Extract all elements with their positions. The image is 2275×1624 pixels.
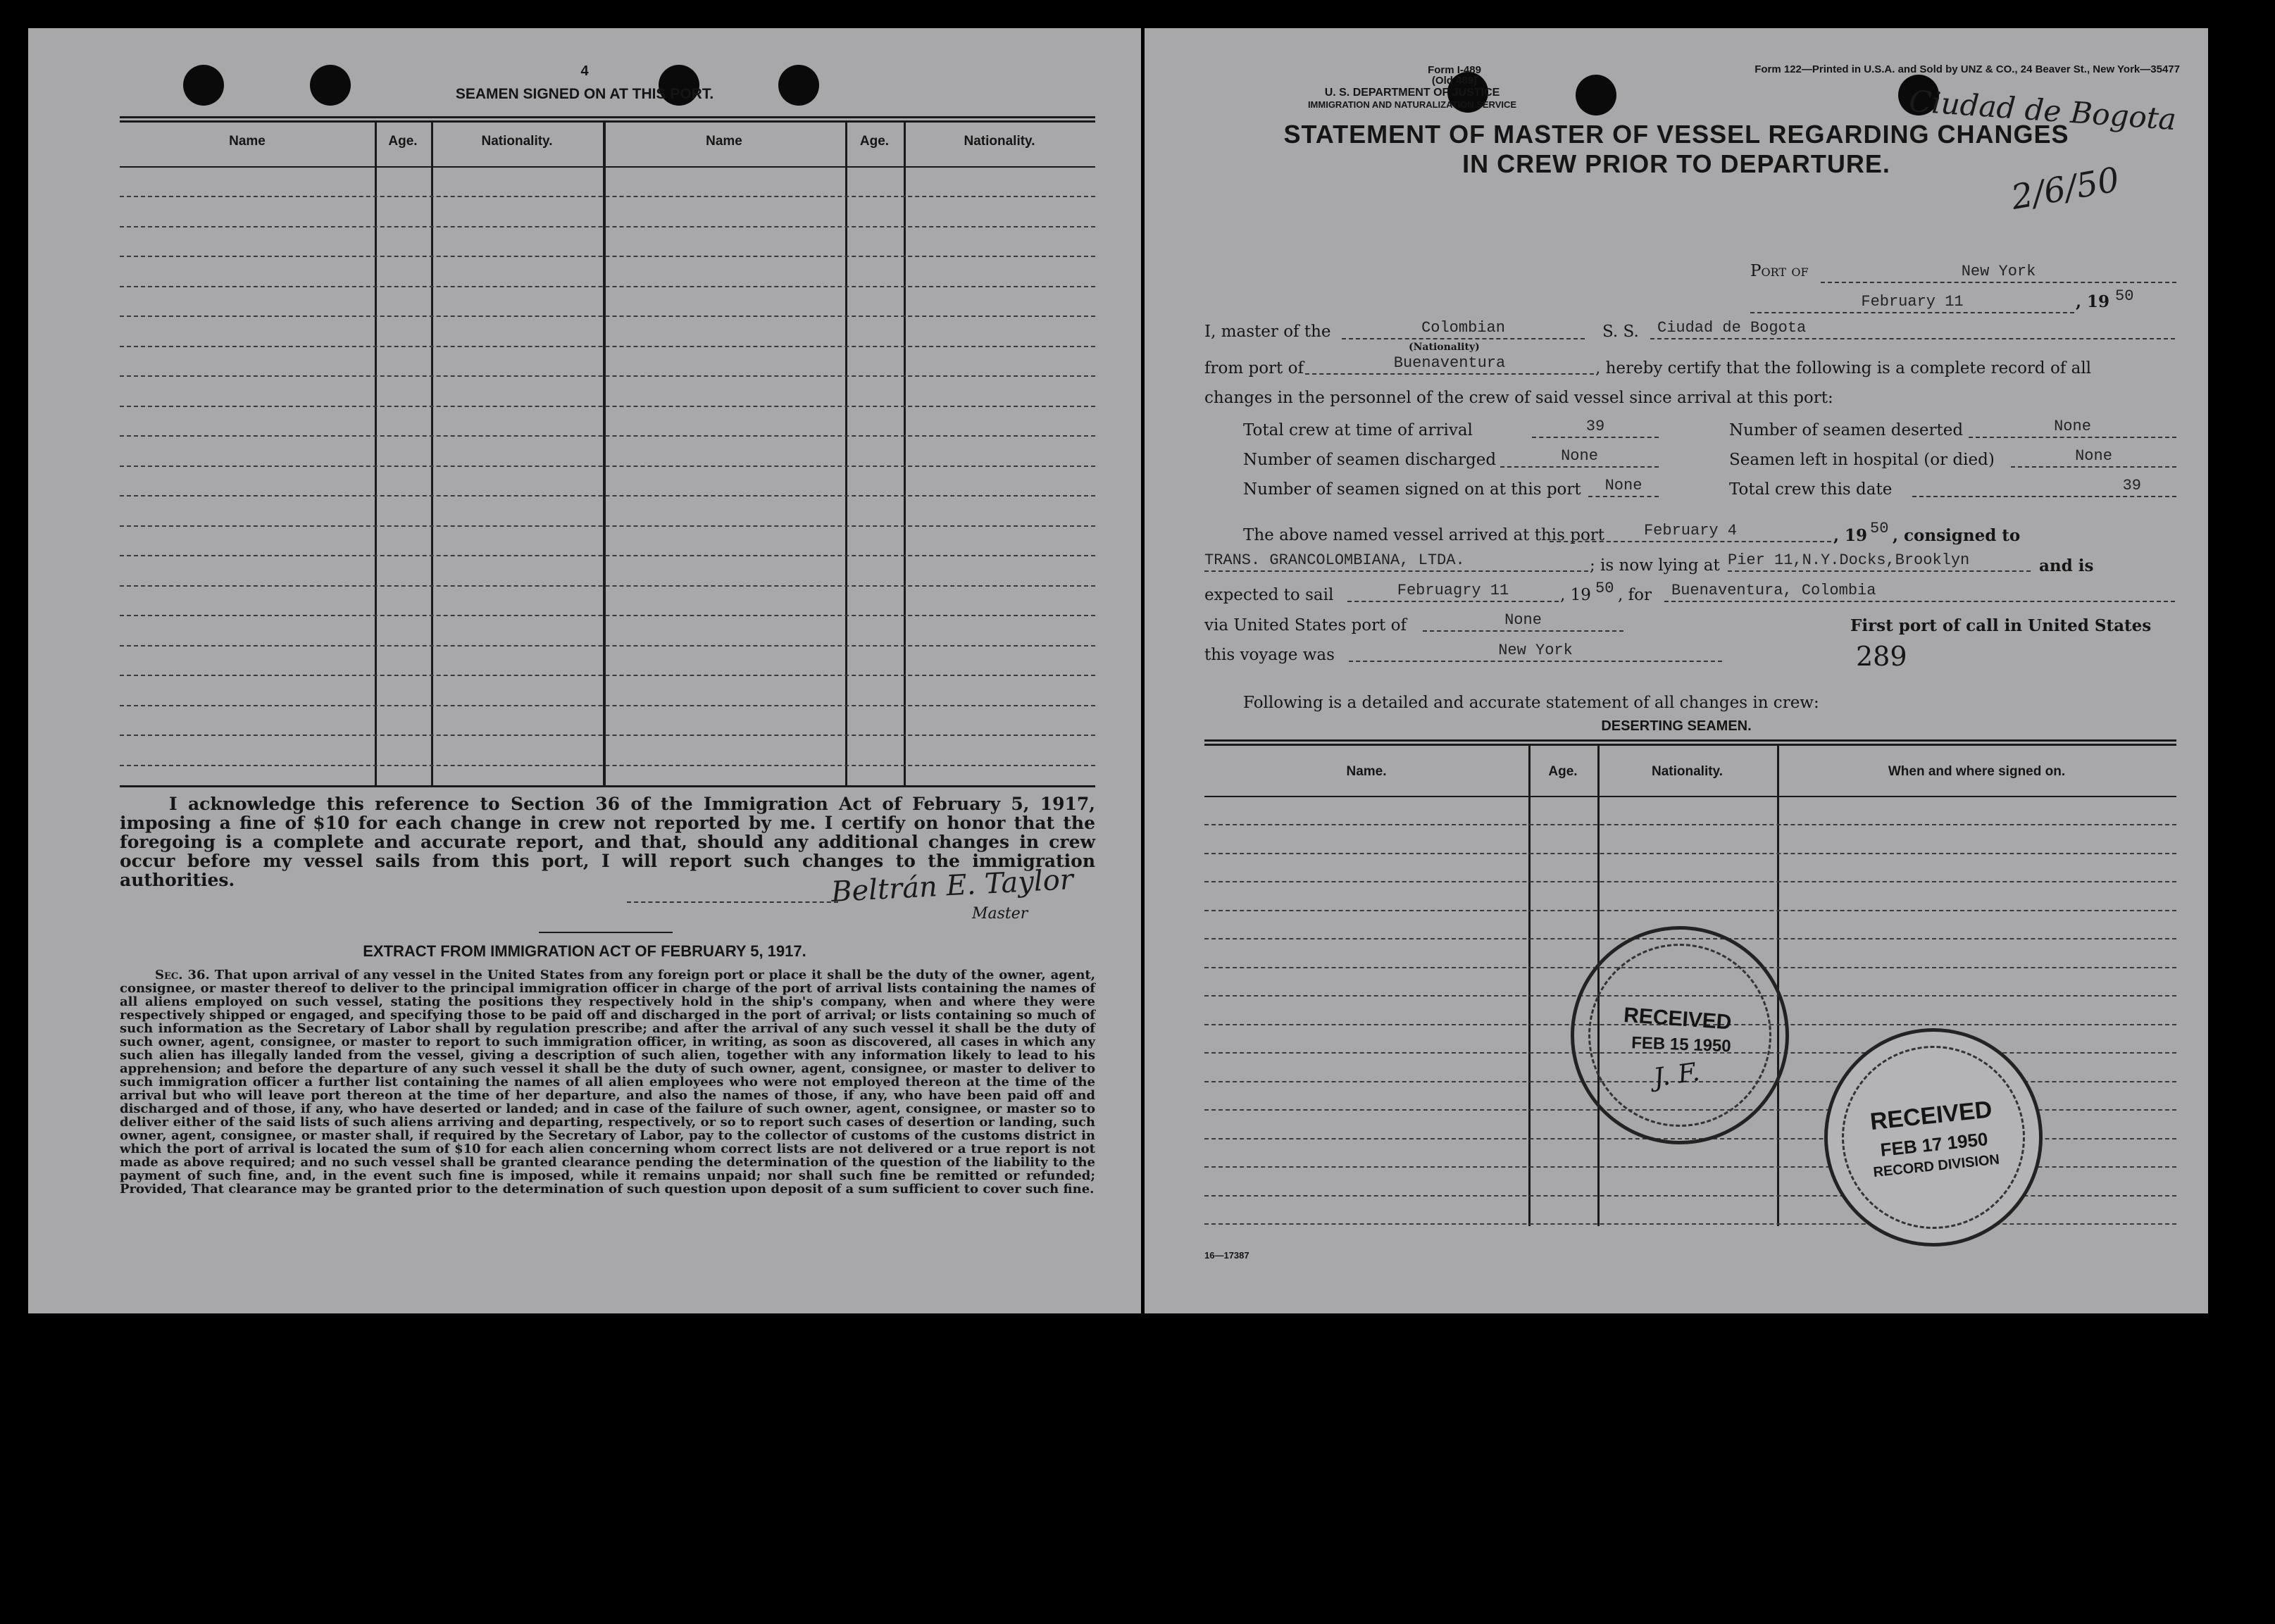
hospital-label: Seamen left in hospital (or died) [1729,451,1995,469]
left-page-title: SEAMEN SIGNED ON AT THIS PORT. [455,86,714,102]
column-header: Age. [1548,764,1578,779]
expected-year-value: 50 [1595,580,1614,597]
table-row-line [1204,910,2176,911]
table-row-line [120,555,1095,556]
extract-title: EXTRACT FROM IMMIGRATION ACT OF FEBRUARY 5, 1917. [363,942,806,960]
column-header: Age. [859,134,890,149]
stamp-date: FEB 15 1950 [1631,1033,1732,1056]
for-field: Buenaventura, Colombia [1664,581,2175,602]
received-stamp [1557,912,1803,1158]
table-row-line [120,316,1095,317]
extract-section-label: Sec. 36. [155,968,210,982]
year-label: , 19 [2076,292,2110,311]
table-row-line [120,615,1095,616]
handwritten-date: 2/6/50 [2008,160,2123,218]
deserted-label: Number of seamen deserted [1729,421,1964,439]
column-header: Nationality. [481,134,553,149]
table-row-line [120,406,1095,407]
signed-on-label: Number of seamen signed on at this port [1243,480,1581,499]
nationality-field: Colombian [1342,317,1585,339]
lying-field: Pier 11,N.Y.Docks,Brooklyn [1728,551,2031,572]
form-old: (Old 489) [1431,75,1478,87]
table-row-line [120,675,1095,676]
table-row-line [120,645,1095,647]
total-crew-date-label: Total crew this date [1729,480,1893,499]
form-title [1145,120,2208,179]
from-port-field: Buenaventura [1305,354,1594,375]
footer-code: 16—17387 [1204,1250,1249,1261]
table-row-line [120,466,1095,467]
discharged-label: Number of seamen discharged [1243,451,1497,469]
ss-label: S. S. [1602,323,1639,341]
and-is-label: and is [2039,556,2094,575]
form-id: Form I-489 [1428,64,1481,76]
total-crew-arrival-label: Total crew at time of arrival [1243,421,1473,439]
lying-label: ; is now lying at [1590,556,1720,575]
changes-text: changes in the personnel of the crew of said vessel since arrival at this port: [1204,389,1833,407]
acknowledgement-text: I acknowledge this reference to Section 36 of the Immigration Act of February 5, 1917, imposing a fine of $10 for each change in crew not reported by me. I certify on honor that the foregoing is a complete and accurate report, and that, should any additional changes in crew occur before my vessel sails from this port, I will report such changes to the immigration authorities. [120,794,1095,890]
stamp-date: FEB 17 1950 [1879,1128,1989,1161]
table-row-line [120,525,1095,527]
first-port-label: First port of call in United States [1850,616,2152,635]
table-row-line [120,705,1095,706]
this-voyage-label: this voyage was [1204,646,1335,664]
table-row-line [1204,1223,2176,1225]
extract-body [120,968,1095,1196]
table-row-line [120,375,1095,377]
stamp-division: RECORD DIVISION [1872,1151,2000,1181]
table-row-line [120,585,1095,587]
this-voyage-field: New York [1349,641,1722,662]
table-row-line [120,495,1095,496]
expected-field: Februagry 11 [1347,581,1559,602]
port-field: New York [1821,262,2176,283]
stamp-initials: J. F. [1652,1057,1702,1093]
right-page [1145,28,2208,1313]
column-header: Name. [1346,764,1387,779]
arrived-year-label: , 19 [1833,526,1868,545]
nationality-caption: (Nationality) [1409,342,1480,353]
consignee-field: TRANS. GRANCOLOMBIANA, LTDA. [1204,551,1588,572]
left-page [28,28,1141,1313]
via-field: None [1423,611,1623,632]
signed-on-field: None [1588,476,1659,497]
column-header: Name [706,134,742,149]
deserted-field: None [1969,417,2176,438]
arrived-field: February 4 [1550,521,1831,542]
stamp-received-text: RECEIVED [1623,1003,1733,1035]
master-signature: Beltrán E. Taylor [830,863,1074,908]
date-field: February 11 [1750,292,2074,313]
certify-text: , hereby certify that the following is a complete record of all [1595,359,2092,377]
table-row-line [120,346,1095,347]
column-header: When and where signed on. [1888,764,2066,779]
column-header: Nationality. [1652,764,1723,779]
table-row-line [120,435,1095,437]
expected-label: expected to sail [1204,586,1334,604]
table-row-line [120,735,1095,736]
table-row-line [1204,881,2176,882]
table-row-line [1204,1195,2176,1197]
column-header: Nationality. [964,134,1035,149]
table-row-line [120,286,1095,287]
title-line-2: IN CREW PRIOR TO DEPARTURE. [1462,149,1890,178]
table-row-line [120,256,1095,257]
via-label: via United States port of [1204,616,1407,635]
table-row-line [1204,824,2176,825]
from-port-label: from port of [1204,359,1304,377]
department-name: U. S. DEPARTMENT OF JUSTICE [1324,87,1500,99]
table-row-line [120,226,1095,227]
stamp-received-text: RECEIVED [1869,1096,1994,1136]
table-row-line [1204,853,2176,854]
handwritten-ship-name: Ciudad de Bogota [1907,83,2178,137]
arrived-label: The above named vessel arrived at this port [1243,526,1605,544]
following-text: Following is a detailed and accurate statement of all changes in crew: [1243,694,1819,712]
handwritten-number: 289 [1856,641,1907,672]
printer-notice: Form 122—Printed in U.S.A. and Sold by UNZ & CO., 24 Beaver St., New York—35477 [1754,63,2180,75]
service-name: IMMIGRATION AND NATURALIZATION SERVICE [1307,99,1517,110]
master-label: I, master of the [1204,323,1331,341]
form-header [1349,65,1560,86]
extract-text: That upon arrival of any vessel in the United States from any foreign port or place it shall be the duty of the owner, agent, consignee, or master thereof to deliver to the principal immigration officer in charge of the port of arrival lists containing the names of all aliens employed on such vessel, stating the positions they respectively hold in the ship's company, when and where they were respectively shipped or engaged, and specifying those to be paid off and discharged in the port of arrival; or lists containing so much of such information as the Secretary of Labor shall by regulation prescribe; and after the arrival of any such vessel it shall be the duty of such owner, agent, consignee, or master to report to such immigration officer, in writing, as soon as discovered, all cases in which any such alien has illegally landed from the vessel, giving a description of such alien, together with any information likely to lead to his apprehension; and before the departure of any such vessel it shall be the duty of such owner, agent, consignee, or master to deliver to such immigration officer a further list containing the names of all alien employees who were not employed thereon at the time of the arrival but who will leave port thereon at the time of her departure, and also the names of those, if any, who have been paid off and discharged and of those, if any, who have deserted or landed; and in case of the failure of such owner, agent, consignee, or master so to deliver either of the said lists of such aliens arriving and departing, respectively, or so to report such cases of desertion or landing, such owner, agent, consignee, or master shall, if required by the Secretary of Labor, pay to the collector of customs of the customs district in which the port of arrival is located the sum of $10 for each alien concerning whom correct lists are not delivered or a true report is not made as above required; and no such vessel shall be granted clearance pending the determination of the question of the liability to the payment of such fine, and, in the event such fine is imposed, while it remains unpaid; nor shall such fine be remitted or refunded; Provided, That clearance may be granted prior to the determination of such question upon deposit of a sum sufficient to cover such fine. [120,968,1095,1197]
total-crew-arrival-field: 39 [1532,417,1659,438]
deserting-title: DESERTING SEAMEN. [1601,718,1752,734]
signature-caption: Master [972,905,1028,923]
year-value: 50 [2115,287,2134,305]
expected-year-label: , 19 [1560,586,1591,604]
hospital-field: None [2011,446,2176,468]
agency-block [1215,87,1609,111]
column-header: Age. [388,134,418,149]
discharged-field: None [1500,446,1659,468]
port-label: Port of [1750,262,1809,280]
arrived-year-value: 50 [1870,520,1889,537]
total-crew-date-field: 39 [1912,476,2176,497]
column-header: Name [229,134,266,149]
table-row-line [120,765,1095,766]
for-label: , for [1618,586,1652,604]
signature-line [627,880,838,903]
consigned-label: , consigned to [1893,526,2021,545]
table-row-line [120,196,1095,197]
vessel-field: Ciudad de Bogota [1650,317,2175,339]
page-number: 4 [580,63,589,79]
title-line-1: STATEMENT OF MASTER OF VESSEL REGARDING CHANGES [1283,120,2069,149]
